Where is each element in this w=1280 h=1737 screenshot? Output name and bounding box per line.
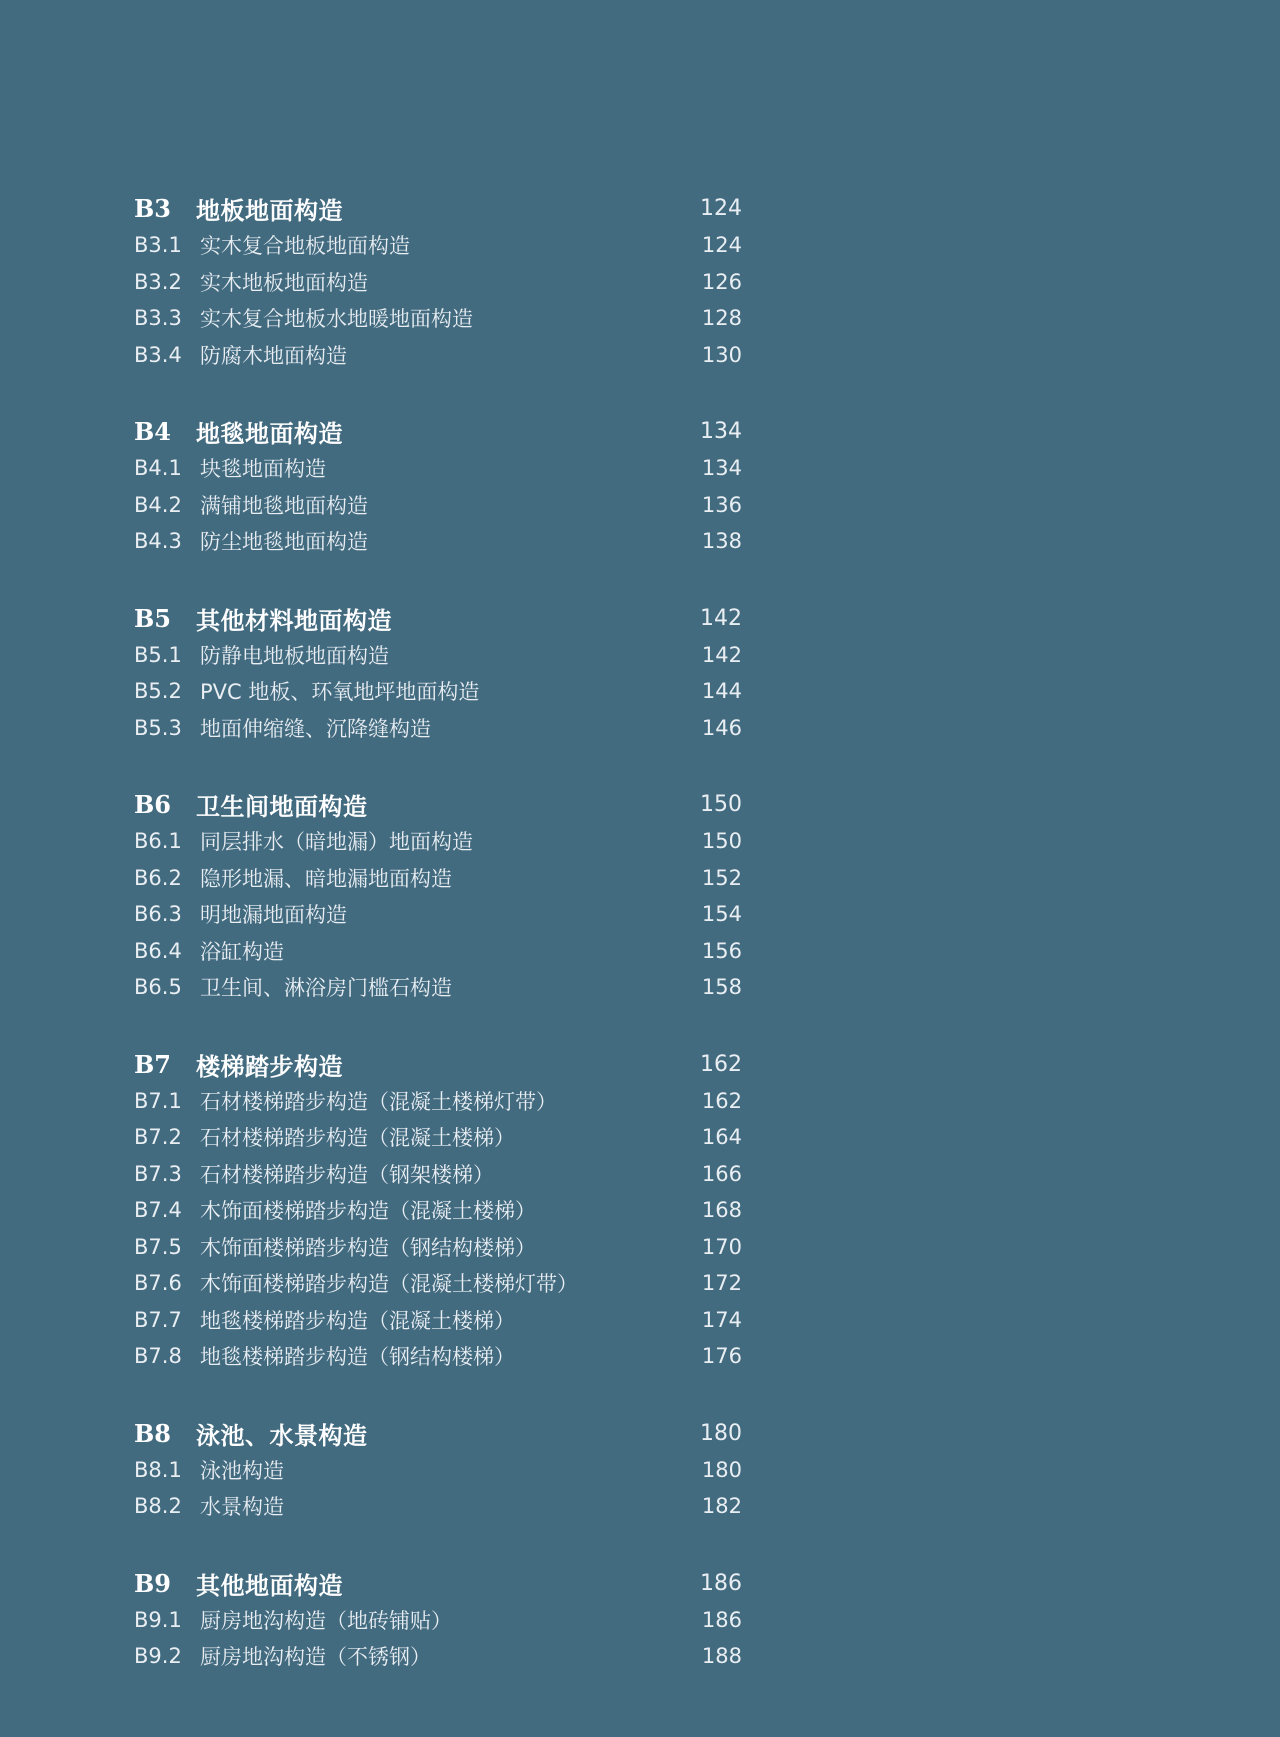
entry-page-number: 186 bbox=[701, 1607, 742, 1632]
entry-title: 厨房地沟构造（地砖铺贴） bbox=[200, 1608, 452, 1633]
entry-title: 石材楼梯踏步构造（混凝土楼梯灯带） bbox=[200, 1089, 557, 1114]
toc-section bbox=[134, 786, 742, 1006]
toc-entry[interactable] bbox=[134, 1338, 742, 1375]
toc-entry[interactable] bbox=[134, 896, 742, 933]
toc-entry[interactable] bbox=[134, 823, 742, 860]
entry-page-number: 154 bbox=[701, 902, 742, 927]
entry-code: B8.2 bbox=[134, 1494, 182, 1519]
entry-title: 防尘地毯地面构造 bbox=[200, 530, 368, 555]
section-page-number: 124 bbox=[700, 196, 742, 221]
entry-title: PVC 地板、环氧地坪地面构造 bbox=[200, 680, 480, 705]
entry-page-number: 172 bbox=[701, 1271, 742, 1296]
section-code: B7 bbox=[134, 1049, 171, 1079]
entry-title: 块毯地面构造 bbox=[200, 457, 326, 482]
entry-page-number: 166 bbox=[701, 1161, 742, 1186]
entry-page-number: 162 bbox=[701, 1088, 742, 1113]
section-page-number: 134 bbox=[700, 419, 742, 444]
entry-code: B3.2 bbox=[134, 269, 182, 294]
toc-section bbox=[134, 413, 742, 560]
entry-title: 浴缸构造 bbox=[200, 939, 284, 964]
entry-title: 实木地板地面构造 bbox=[200, 270, 368, 295]
toc-section bbox=[134, 1415, 742, 1525]
section-heading[interactable] bbox=[134, 1415, 742, 1452]
section-page-number: 162 bbox=[700, 1051, 742, 1077]
toc-section bbox=[134, 1046, 742, 1375]
entry-code: B7.1 bbox=[134, 1088, 182, 1113]
section-heading[interactable] bbox=[134, 1565, 742, 1602]
entry-page-number: 142 bbox=[701, 642, 742, 667]
entry-page-number: 188 bbox=[701, 1644, 742, 1669]
entry-code: B3.3 bbox=[134, 306, 182, 331]
entry-title: 地毯楼梯踏步构造（钢结构楼梯） bbox=[200, 1345, 515, 1370]
entry-page-number: 144 bbox=[701, 679, 742, 704]
entry-code: B7.4 bbox=[134, 1198, 182, 1223]
section-code: B4 bbox=[134, 417, 171, 446]
entry-code: B7.5 bbox=[134, 1234, 182, 1259]
entry-code: B5.1 bbox=[134, 642, 182, 667]
entry-page-number: 136 bbox=[701, 492, 742, 517]
section-heading[interactable] bbox=[134, 600, 742, 637]
section-code: B5 bbox=[134, 603, 171, 633]
entry-page-number: 174 bbox=[701, 1307, 742, 1332]
section-title: 地板地面构造 bbox=[196, 196, 343, 225]
entry-title: 木饰面楼梯踏步构造（混凝土楼梯） bbox=[200, 1199, 536, 1224]
entry-title: 实木复合地板水地暖地面构造 bbox=[200, 307, 473, 332]
entry-title: 地面伸缩缝、沉降缝构造 bbox=[200, 716, 431, 741]
entry-page-number: 180 bbox=[701, 1457, 742, 1482]
entry-code: B5.3 bbox=[134, 715, 182, 740]
section-page-number: 142 bbox=[700, 605, 742, 631]
entry-page-number: 126 bbox=[701, 269, 742, 294]
toc-section bbox=[134, 1565, 742, 1675]
entry-code: B4.2 bbox=[134, 492, 182, 517]
toc-entry[interactable] bbox=[134, 450, 742, 487]
entry-title: 泳池构造 bbox=[200, 1458, 284, 1483]
entry-title: 厨房地沟构造（不锈钢） bbox=[200, 1645, 431, 1670]
entry-code: B3.1 bbox=[134, 233, 182, 258]
entry-title: 石材楼梯踏步构造（钢架楼梯） bbox=[200, 1162, 494, 1187]
entry-title: 防静电地板地面构造 bbox=[200, 643, 389, 668]
toc-entry[interactable] bbox=[134, 860, 742, 897]
entry-title: 石材楼梯踏步构造（混凝土楼梯） bbox=[200, 1126, 515, 1151]
entry-code: B7.2 bbox=[134, 1125, 182, 1150]
entry-title: 木饰面楼梯踏步构造（钢结构楼梯） bbox=[200, 1235, 536, 1260]
entry-page-number: 134 bbox=[701, 456, 742, 481]
section-code: B9 bbox=[134, 1568, 171, 1598]
entry-code: B6.2 bbox=[134, 865, 182, 890]
entry-page-number: 150 bbox=[701, 829, 742, 854]
toc-entry[interactable] bbox=[134, 1452, 742, 1489]
toc-entry[interactable] bbox=[134, 264, 742, 301]
toc-section bbox=[134, 600, 742, 747]
toc-entry[interactable] bbox=[134, 1302, 742, 1339]
section-title: 其他材料地面构造 bbox=[196, 605, 392, 635]
toc-entry[interactable] bbox=[134, 1192, 742, 1229]
toc-entry[interactable] bbox=[134, 1488, 742, 1525]
entry-page-number: 156 bbox=[701, 938, 742, 963]
section-heading[interactable] bbox=[134, 190, 742, 227]
toc-entry[interactable] bbox=[134, 1156, 742, 1193]
section-heading[interactable] bbox=[134, 1046, 742, 1083]
section-code: B8 bbox=[134, 1418, 171, 1448]
section-title: 其他地面构造 bbox=[196, 1570, 343, 1600]
section-page-number: 150 bbox=[700, 792, 742, 817]
toc-entry[interactable] bbox=[134, 300, 742, 337]
entry-title: 地毯楼梯踏步构造（混凝土楼梯） bbox=[200, 1308, 515, 1333]
section-title: 地毯地面构造 bbox=[196, 419, 343, 448]
toc-entry[interactable] bbox=[134, 1119, 742, 1156]
entry-code: B9.1 bbox=[134, 1607, 182, 1632]
section-page-number: 180 bbox=[700, 1420, 742, 1446]
entry-code: B3.4 bbox=[134, 342, 182, 367]
section-code: B3 bbox=[134, 194, 171, 223]
toc-entry[interactable] bbox=[134, 637, 742, 674]
entry-title: 隐形地漏、暗地漏地面构造 bbox=[200, 866, 452, 891]
entry-code: B6.5 bbox=[134, 975, 182, 1000]
entry-code: B4.1 bbox=[134, 456, 182, 481]
toc-entry[interactable] bbox=[134, 933, 742, 970]
entry-title: 明地漏地面构造 bbox=[200, 903, 347, 928]
entry-code: B5.2 bbox=[134, 679, 182, 704]
toc-entry[interactable] bbox=[134, 1083, 742, 1120]
entry-page-number: 176 bbox=[701, 1344, 742, 1369]
entry-title: 水景构造 bbox=[200, 1495, 284, 1520]
entry-page-number: 128 bbox=[701, 306, 742, 331]
section-page-number: 186 bbox=[700, 1570, 742, 1596]
section-title: 卫生间地面构造 bbox=[196, 792, 368, 821]
entry-page-number: 138 bbox=[701, 529, 742, 554]
entry-code: B8.1 bbox=[134, 1457, 182, 1482]
entry-page-number: 124 bbox=[701, 233, 742, 258]
entry-code: B7.3 bbox=[134, 1161, 182, 1186]
toc-entry[interactable] bbox=[134, 337, 742, 374]
entry-title: 防腐木地面构造 bbox=[200, 343, 347, 368]
toc-entry[interactable] bbox=[134, 1229, 742, 1266]
entry-page-number: 164 bbox=[701, 1125, 742, 1150]
table-of-contents bbox=[134, 190, 742, 1715]
entry-page-number: 182 bbox=[701, 1494, 742, 1519]
entry-code: B6.3 bbox=[134, 902, 182, 927]
toc-entry[interactable] bbox=[134, 969, 742, 1006]
entry-page-number: 146 bbox=[701, 715, 742, 740]
section-code: B6 bbox=[134, 790, 171, 819]
entry-code: B6.4 bbox=[134, 938, 182, 963]
section-heading[interactable] bbox=[134, 413, 742, 450]
section-heading[interactable] bbox=[134, 786, 742, 823]
toc-entry[interactable] bbox=[134, 1265, 742, 1302]
entry-code: B7.7 bbox=[134, 1307, 182, 1332]
toc-entry[interactable] bbox=[134, 710, 742, 747]
entry-code: B9.2 bbox=[134, 1644, 182, 1669]
toc-entry[interactable] bbox=[134, 1602, 742, 1639]
toc-entry[interactable] bbox=[134, 523, 742, 560]
entry-code: B7.8 bbox=[134, 1344, 182, 1369]
section-title: 楼梯踏步构造 bbox=[196, 1051, 343, 1081]
entry-title: 卫生间、淋浴房门槛石构造 bbox=[200, 976, 452, 1001]
entry-code: B7.6 bbox=[134, 1271, 182, 1296]
entry-page-number: 168 bbox=[701, 1198, 742, 1223]
toc-entry[interactable] bbox=[134, 1638, 742, 1675]
entry-title: 木饰面楼梯踏步构造（混凝土楼梯灯带） bbox=[200, 1272, 578, 1297]
entry-page-number: 158 bbox=[701, 975, 742, 1000]
entry-title: 实木复合地板地面构造 bbox=[200, 234, 410, 259]
toc-entry[interactable] bbox=[134, 227, 742, 264]
entry-title: 满铺地毯地面构造 bbox=[200, 493, 368, 518]
entry-page-number: 130 bbox=[701, 342, 742, 367]
toc-section bbox=[134, 190, 742, 373]
entry-page-number: 170 bbox=[701, 1234, 742, 1259]
entry-title: 同层排水（暗地漏）地面构造 bbox=[200, 830, 473, 855]
toc-entry[interactable] bbox=[134, 673, 742, 710]
entry-code: B4.3 bbox=[134, 529, 182, 554]
entry-code: B6.1 bbox=[134, 829, 182, 854]
section-title: 泳池、水景构造 bbox=[196, 1420, 368, 1450]
toc-entry[interactable] bbox=[134, 487, 742, 524]
entry-page-number: 152 bbox=[701, 865, 742, 890]
